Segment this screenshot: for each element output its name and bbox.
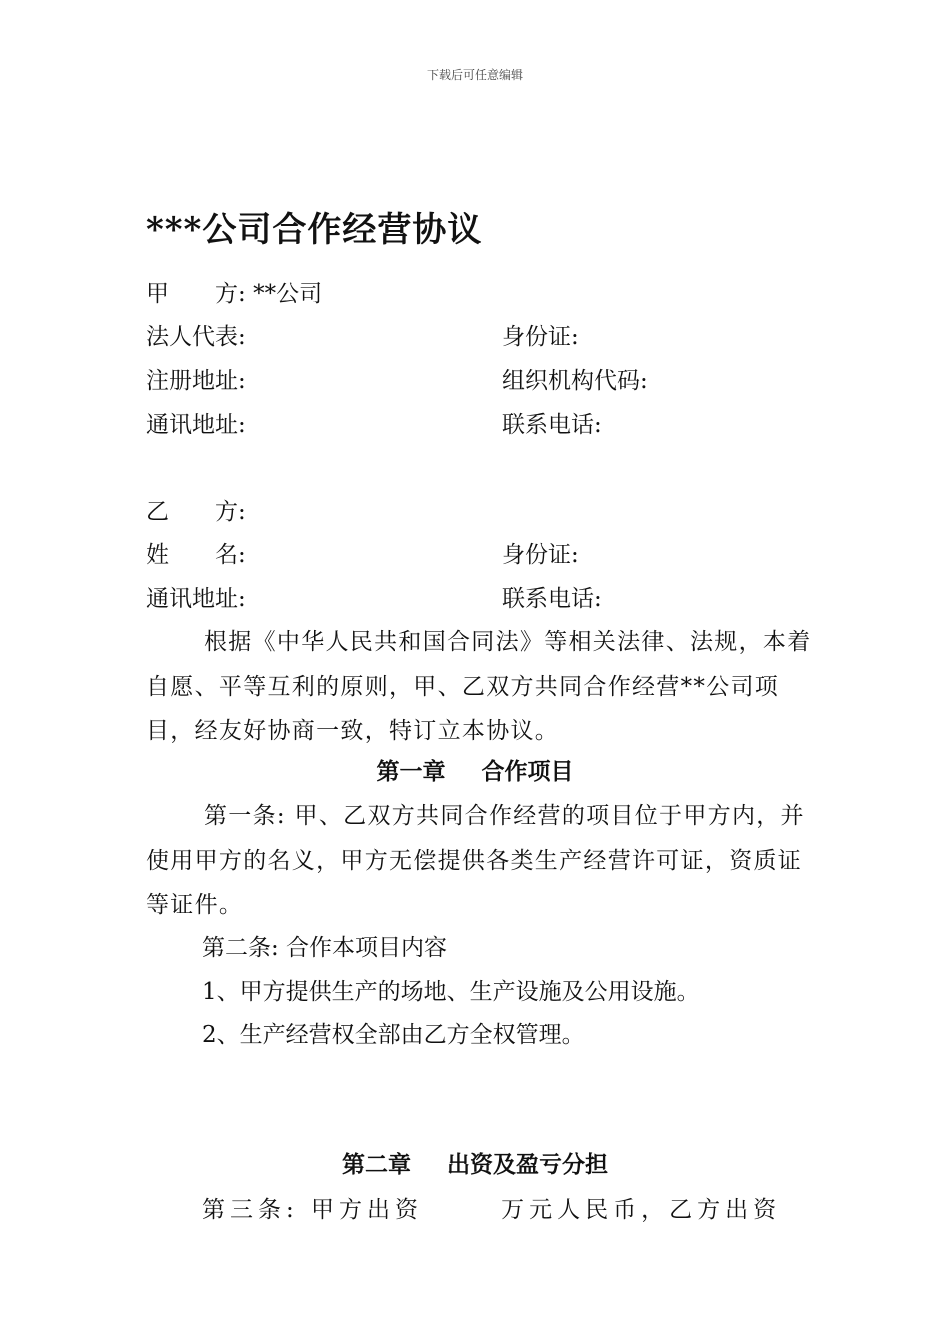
party-b-mail-addr-label: 通讯地址:	[146, 586, 246, 612]
party-a-org-code-label: 组织机构代码:	[502, 368, 648, 394]
article-2: 第二条: 合作本项目内容	[202, 935, 448, 961]
party-b-name-label: 姓 名:	[146, 542, 246, 568]
chapter-1-name: 合作项目	[481, 758, 574, 785]
party-a-phone-label: 联系电话:	[502, 412, 602, 438]
article-3-part-1: 第三条: 甲方出资	[202, 1197, 424, 1223]
chapter-2-number: 第二章	[342, 1151, 411, 1178]
chapter-1-heading	[0, 757, 950, 787]
article-2-item-2: 2、生产经营权全部由乙方全权管理。	[202, 1022, 585, 1048]
party-a-reg-addr-label: 注册地址:	[146, 368, 246, 394]
article-1: 第一条: 甲、乙双方共同合作经营的项目位于甲方内，并使用甲方的名义，甲方无偿提供各类生产经营许可证，资质证等证件。	[146, 803, 805, 918]
party-a-value: **公司	[253, 281, 323, 307]
article-3	[202, 1195, 781, 1225]
party-a-id-label: 身份证:	[502, 324, 579, 350]
party-b-id-label: 身份证:	[502, 542, 579, 568]
intro-paragraph: 根据《中华人民共和国合同法》等相关法律、法规，本着自愿、平等互利的原则，甲、乙双方共同合作经营**公司项目，经友好协商一致，特订立本协议。	[146, 629, 812, 744]
chapter-1-number: 第一章	[376, 758, 446, 785]
party-b-phone-label: 联系电话:	[502, 586, 602, 612]
party-a-label: 甲 方:	[146, 281, 246, 307]
party-a-row	[146, 279, 322, 309]
document-title: ***公司合作经营协议	[146, 210, 483, 250]
chapter-2-heading	[0, 1150, 950, 1180]
chapter-2-name: 出资及盈亏分担	[447, 1151, 608, 1178]
party-a-mail-addr-label: 通讯地址:	[146, 412, 246, 438]
party-b-label: 乙 方:	[146, 499, 246, 525]
page-header: 下载后可任意编辑	[426, 68, 523, 82]
article-2-item-1: 1、甲方提供生产的场地、生产设施及公用设施。	[202, 979, 700, 1005]
party-a-rep-label: 法人代表:	[146, 324, 246, 350]
article-3-part-2: 万元人民币，乙方出资	[501, 1197, 782, 1223]
